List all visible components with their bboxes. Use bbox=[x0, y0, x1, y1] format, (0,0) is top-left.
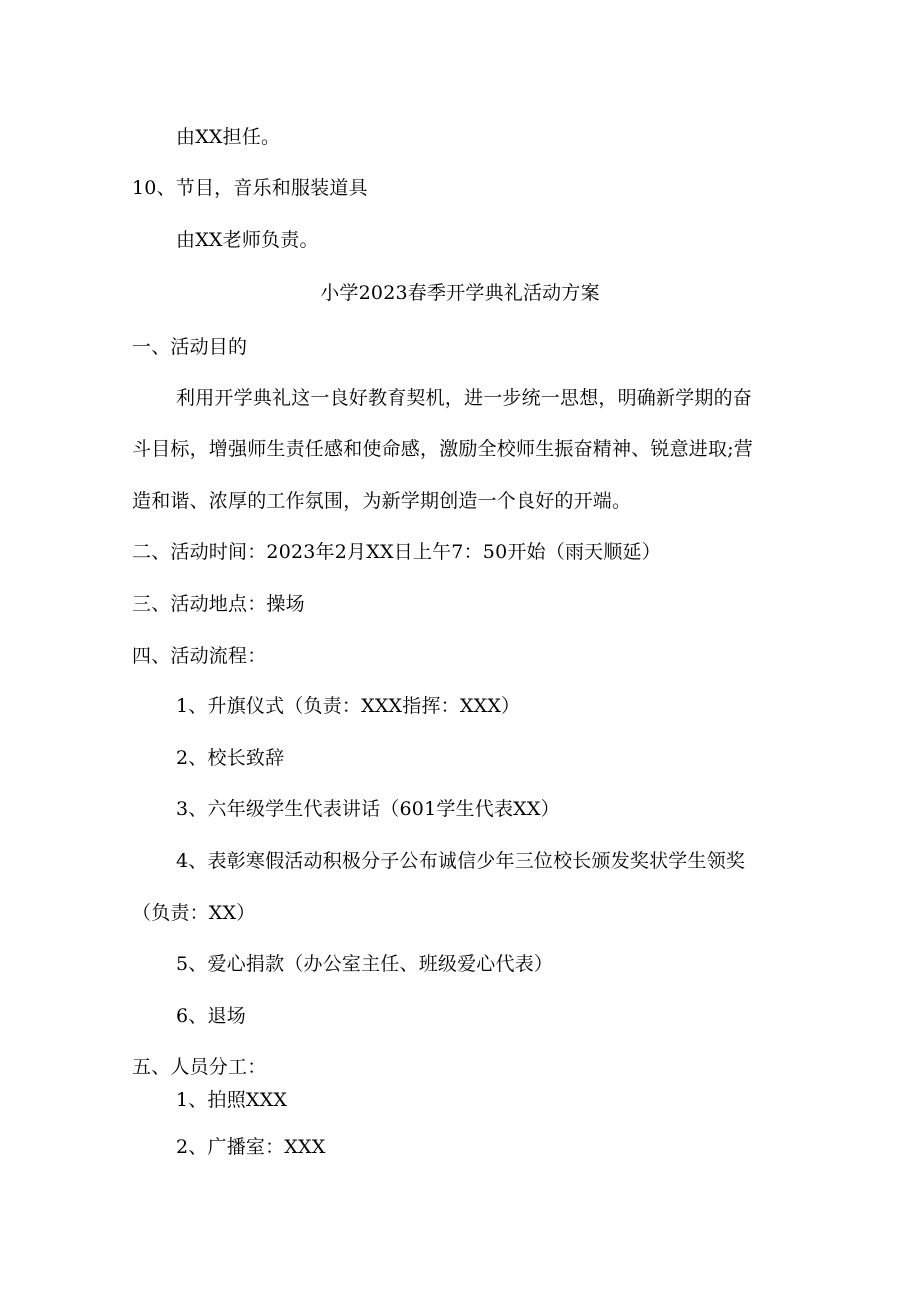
list-item-donation: 5、爱心捐款（办公室主任、班级爱心代表） bbox=[176, 953, 554, 975]
list-item-awards: 4、表彰寒假活动积极分子公布诚信少年三位校长颁发奖状学生领奖 bbox=[176, 850, 746, 872]
section-heading-location: 三、活动地点：操场 bbox=[132, 593, 305, 615]
section-heading-program: 10、节目，音乐和服装道具 bbox=[132, 177, 368, 199]
section-heading-time: 二、活动时间：2023年2月XX日上午7：50开始（雨天顺延） bbox=[132, 541, 661, 563]
paragraph-line-2: 斗目标，增强师生责任感和使命感，激励全校师生振奋精神、锐意进取;营 bbox=[132, 438, 754, 460]
list-item-photo: 1、拍照XXX bbox=[176, 1089, 288, 1111]
list-item-flag: 1、升旗仪式（负责：XXX指挥：XXX） bbox=[176, 695, 521, 717]
list-item-awards-cont: （负责：XX） bbox=[132, 902, 256, 924]
paragraph-line-3: 造和谐、浓厚的工作氛围，为新学期创造一个良好的开端。 bbox=[132, 490, 632, 512]
paragraph-line-1: 利用开学典礼这一良好教育契机，进一步统一思想，明确新学期的奋 bbox=[176, 387, 753, 409]
section-heading-procedure: 四、活动流程： bbox=[132, 645, 267, 667]
text-line-teacher: 由XX老师负责。 bbox=[176, 229, 319, 251]
list-item-exit: 6、退场 bbox=[176, 1005, 246, 1027]
section-heading-purpose: 一、活动目的 bbox=[132, 336, 248, 358]
section-heading-staff: 五、人员分工： bbox=[132, 1056, 267, 1078]
list-item-speech: 2、校长致辞 bbox=[176, 747, 285, 769]
document-title: 小学2023春季开学典礼活动方案 bbox=[320, 282, 600, 304]
list-item-student: 3、六年级学生代表讲话（601学生代表XX） bbox=[176, 798, 560, 820]
list-item-broadcast: 2、广播室：XXX bbox=[176, 1136, 326, 1158]
text-line-assignee: 由XX担任。 bbox=[176, 126, 281, 148]
